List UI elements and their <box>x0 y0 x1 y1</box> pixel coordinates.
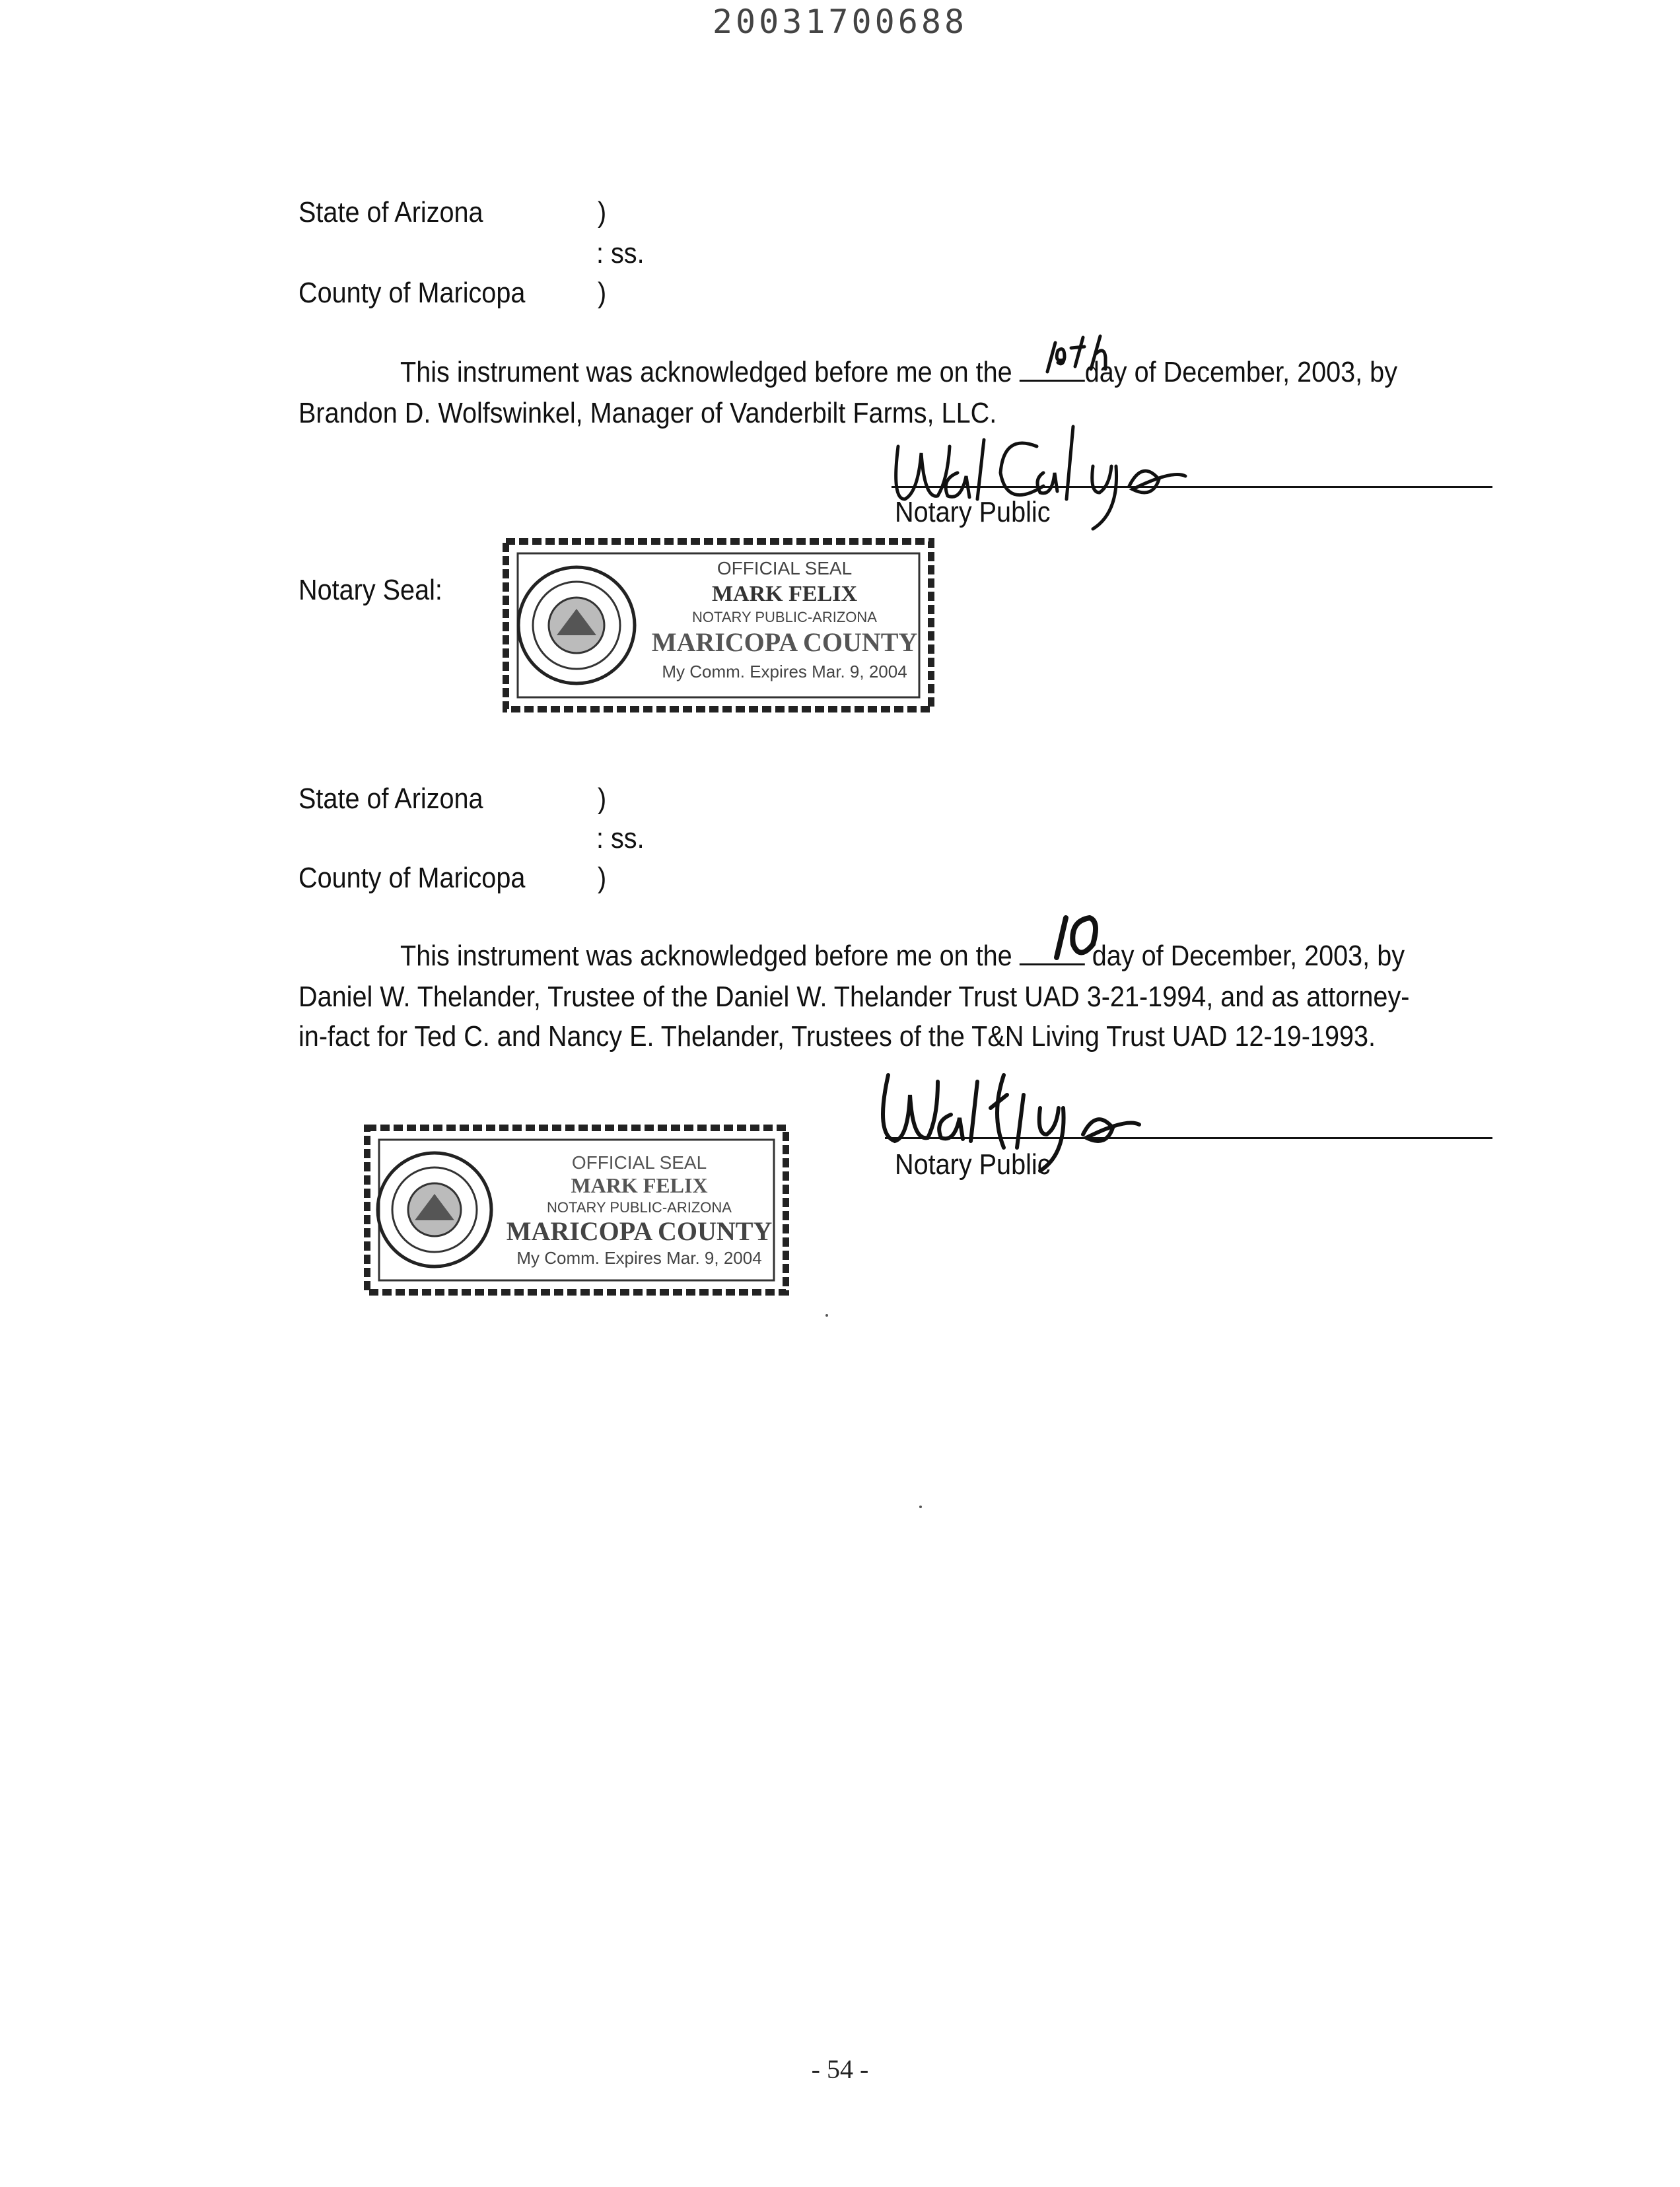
recording-number: 20031700688 <box>712 3 968 41</box>
acknowledgment-text: day of December, 2003, by <box>1084 356 1398 388</box>
acknowledgment-text: This instrument was acknowledged before me on the <box>400 356 1012 388</box>
venue-ss: : ss. <box>596 237 645 269</box>
scan-speck <box>919 1506 922 1508</box>
seal-county: MARICOPA COUNTY <box>506 1216 773 1246</box>
handwritten-day <box>1043 333 1123 380</box>
page-number: - 54 - <box>811 2054 869 2084</box>
acknowledgment-line-1 <box>400 936 1405 976</box>
seal-expiry: My Comm. Expires Mar. 9, 2004 <box>662 662 907 681</box>
venue-paren: ) <box>598 862 607 894</box>
venue-county: County of Maricopa <box>298 277 526 309</box>
seal-title: NOTARY PUBLIC-ARIZONA <box>547 1199 732 1216</box>
acknowledgment-text: day of December, 2003, by <box>1092 940 1405 972</box>
notary-seal-stamp <box>362 1123 791 1301</box>
notary-seal-label: Notary Seal: <box>298 574 442 606</box>
venue-state: State of Arizona <box>298 782 483 815</box>
acknowledgment-text: This instrument was acknowledged before me on the <box>400 940 1012 972</box>
venue-paren: ) <box>598 196 607 228</box>
acknowledgment-line-2: Brandon D. Wolfswinkel, Manager of Vanderbilt Farms, LLC. <box>298 397 997 429</box>
acknowledgment-line-2: Daniel W. Thelander, Trustee of the Daniel W. Thelander Trust UAD 3-21-1994, and as attorney- <box>298 981 1410 1013</box>
seal-official: OFFICIAL SEAL <box>717 558 853 578</box>
venue-county: County of Maricopa <box>298 862 526 894</box>
notary-public-label: Notary Public <box>895 1148 1051 1181</box>
notary-public-label: Notary Public <box>895 496 1051 528</box>
seal-title: NOTARY PUBLIC-ARIZONA <box>692 609 877 625</box>
seal-name: MARK FELIX <box>571 1173 708 1197</box>
venue-state: State of Arizona <box>298 196 483 228</box>
seal-county: MARICOPA COUNTY <box>651 627 918 657</box>
acknowledgment-line-3: in-fact for Ted C. and Nancy E. Thelander, Trustees of the T&N Living Trust UAD 12-19-1993. <box>298 1020 1376 1053</box>
notary-seal-stamp <box>501 536 936 718</box>
venue-ss: : ss. <box>596 822 645 854</box>
scan-speck <box>825 1314 828 1317</box>
seal-official: OFFICIAL SEAL <box>571 1152 707 1173</box>
venue-paren: ) <box>598 782 607 815</box>
seal-expiry: My Comm. Expires Mar. 9, 2004 <box>516 1248 762 1268</box>
seal-name: MARK FELIX <box>711 582 858 606</box>
handwritten-day <box>1043 911 1116 964</box>
venue-paren: ) <box>598 277 607 309</box>
acknowledgment-line-1 <box>400 353 1397 392</box>
